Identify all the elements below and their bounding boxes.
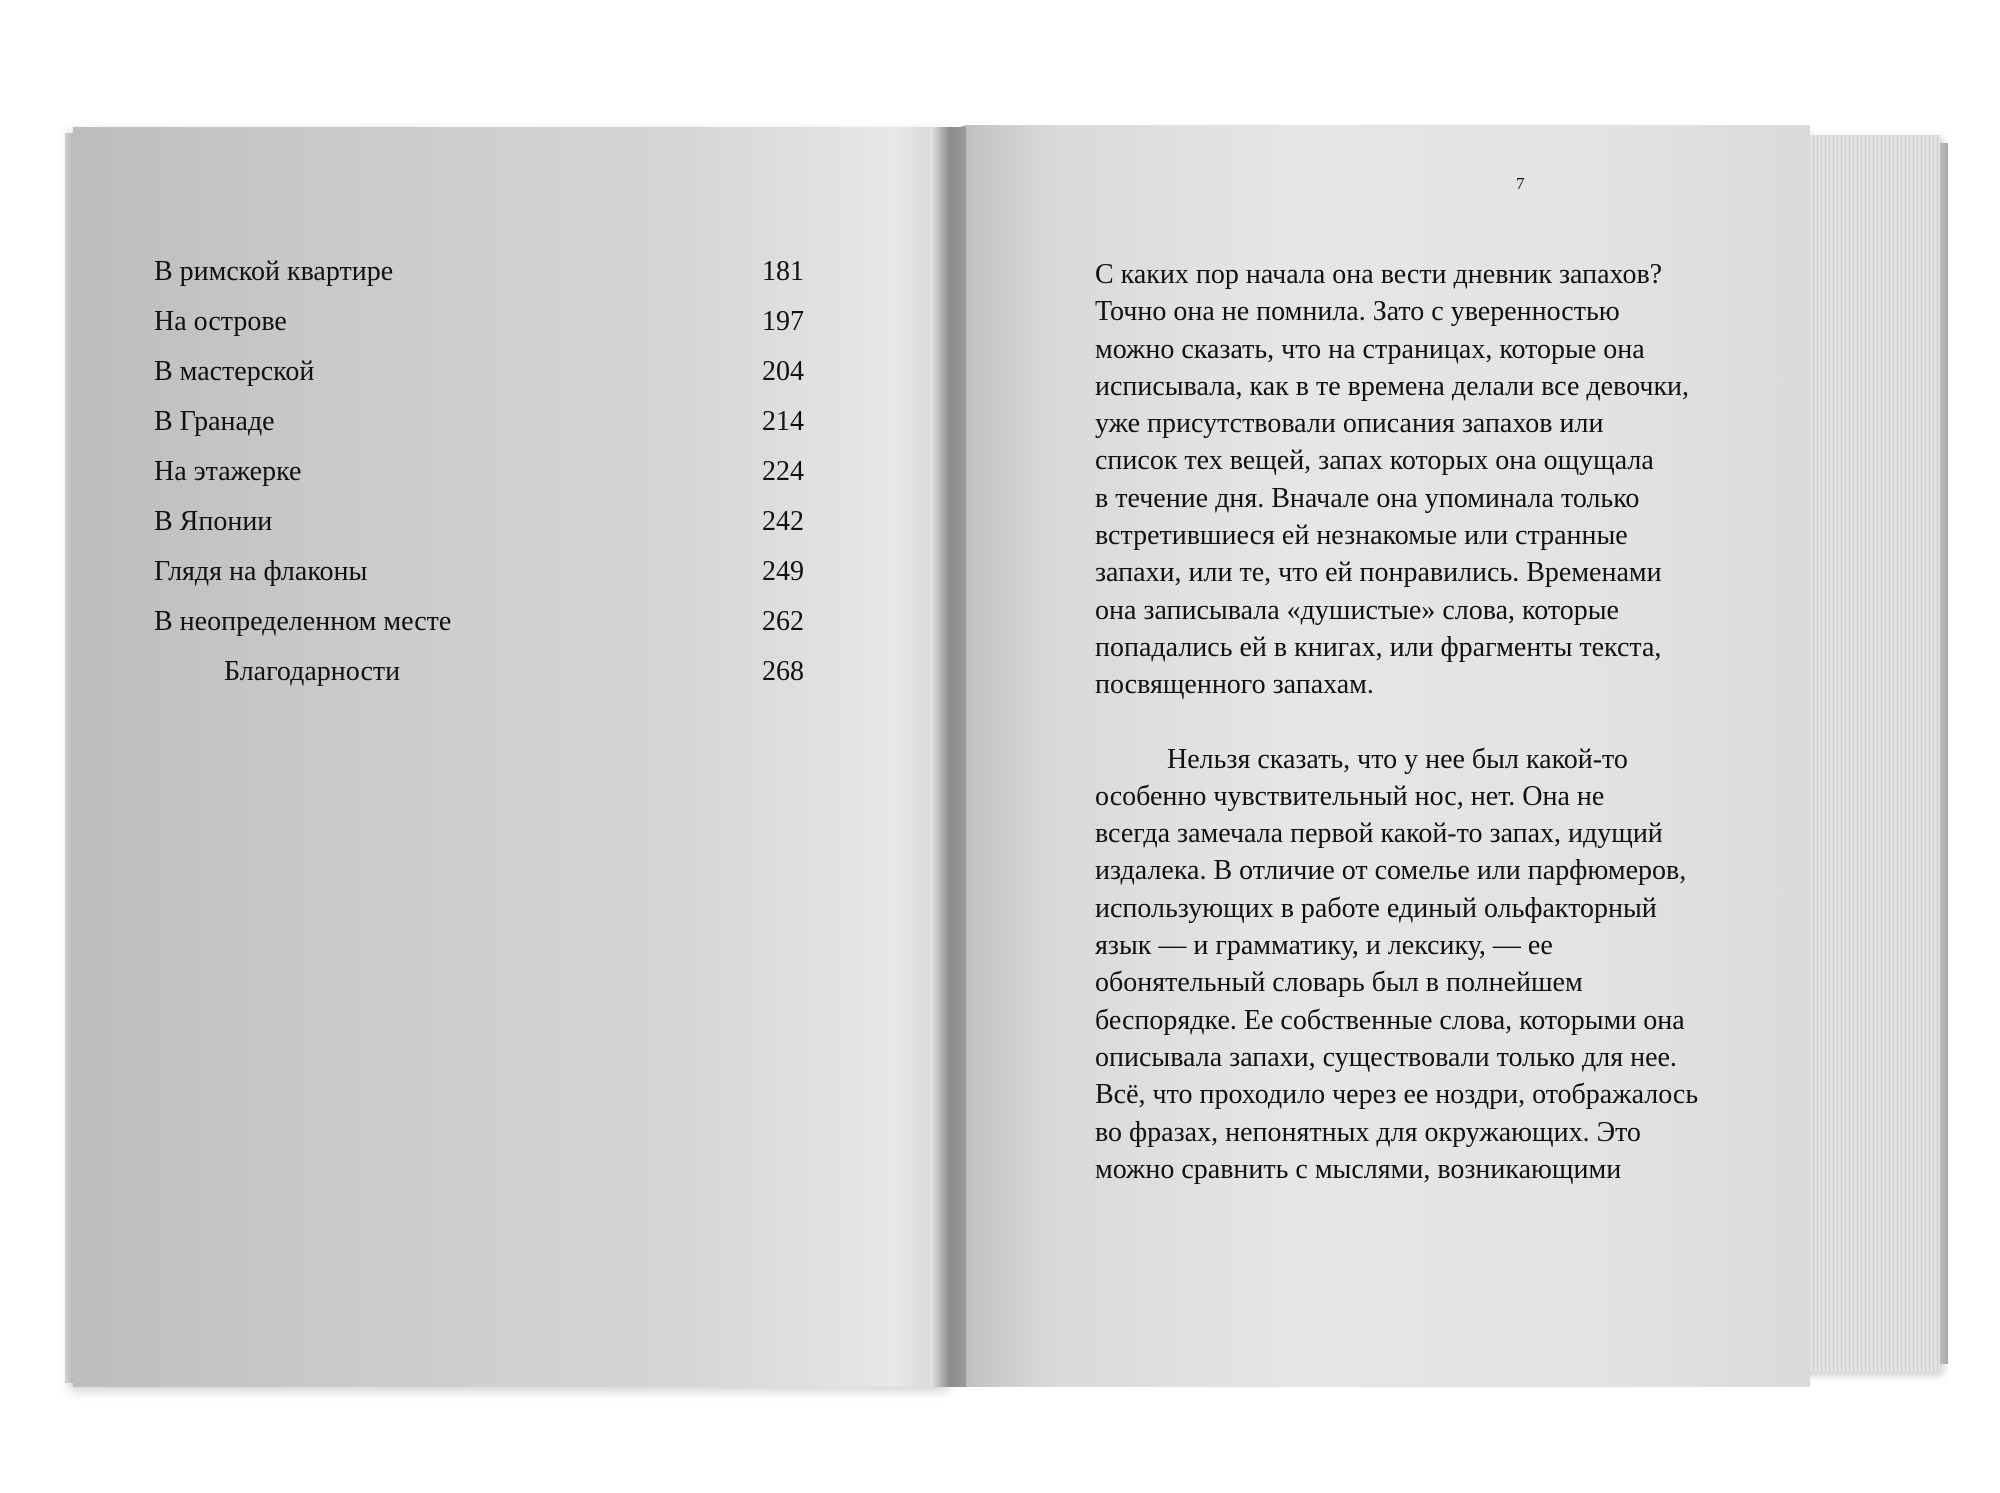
text-line: запахи, или те, что ей понравились. Временами [1095, 557, 1662, 589]
table-of-contents [154, 252, 804, 702]
toc-entry-page: 214 [762, 406, 804, 437]
paragraph [1095, 741, 1775, 1189]
toc-entry-page: 268 [762, 656, 804, 687]
text-line: в течение дня. Вначале она упоминала только [1095, 482, 1640, 514]
text-line: издалека. В отличие от сомелье или парфюмеров, [1095, 855, 1687, 887]
text-line: обонятельный словарь был в полнейшем [1095, 967, 1583, 999]
toc-entry-page: 242 [762, 506, 804, 537]
toc-entry [154, 302, 804, 352]
text-line: посвященного запахам. [1095, 669, 1374, 701]
text-line: особенно чувствительный нос, нет. Она не [1095, 780, 1605, 812]
text-line: Всё, что проходило через ее ноздри, отображалось [1095, 1079, 1699, 1111]
text-line: уже присутствовали описания запахов или [1095, 408, 1604, 440]
toc-entry-title: Глядя на флаконы [154, 556, 368, 587]
toc-entry-title: На этажерке [154, 456, 302, 487]
toc-entry-page: 181 [762, 256, 804, 287]
page-stack-edge [1790, 135, 1940, 1372]
text-line: язык — и грамматику, и лексику, — ее [1095, 930, 1553, 962]
text-line: С каких пор начала она вести дневник запахов? [1095, 259, 1663, 290]
toc-entry-page: 204 [762, 356, 804, 387]
text-line: использующих в работе единый ольфакторный [1095, 892, 1657, 924]
text-line: попадались ей в книгах, или фрагменты текста, [1095, 631, 1662, 663]
toc-entry [154, 502, 804, 552]
toc-entry-title: В Японии [154, 506, 273, 537]
toc-entry-page: 224 [762, 456, 804, 487]
toc-entry [154, 552, 804, 602]
toc-entry-title: Благодарности [224, 656, 401, 687]
paragraph [1095, 256, 1775, 704]
toc-entry-page: 249 [762, 556, 804, 587]
text-line: во фразах, непонятных для окружающих. Это [1095, 1116, 1641, 1148]
toc-entry [154, 652, 804, 702]
body-text [1095, 256, 1775, 1188]
text-line: список тех вещей, запах которых она ощущала [1095, 445, 1654, 477]
book-gutter [930, 127, 966, 1387]
text-line: Нельзя сказать, что у нее был какой-то [1167, 743, 1628, 775]
toc-entry-title: В Гранаде [154, 406, 275, 437]
toc-entry-title: В римской квартире [154, 256, 394, 287]
toc-entry [154, 252, 804, 302]
text-line: беспорядке. Ее собственные слова, которыми она [1095, 1004, 1685, 1036]
toc-entry-title: На острове [154, 306, 287, 337]
text-line: исписывала, как в те времена делали все девочки, [1095, 370, 1690, 402]
text-line: описывала запахи, существовали только для нее. [1095, 1041, 1677, 1073]
toc-entry [154, 352, 804, 402]
toc-entry [154, 602, 804, 652]
text-line: она записывала «душистые» слова, которые [1095, 594, 1619, 626]
toc-entry [154, 452, 804, 502]
toc-entry-page: 262 [762, 606, 804, 637]
toc-entry-title: В неопределенном месте [154, 606, 452, 637]
toc-entry-title: В мастерской [154, 356, 315, 387]
text-line: можно сравнить с мыслями, возникающими [1095, 1153, 1622, 1185]
toc-entry [154, 402, 804, 452]
text-line: можно сказать, что на страницах, которые она [1095, 333, 1645, 365]
toc-entry-page: 197 [762, 306, 804, 337]
text-line: встретившиеся ей незнакомые или странные [1095, 520, 1628, 552]
text-line: Точно она не помнила. Зато с уверенностью [1095, 296, 1620, 328]
text-line: всегда замечала первой какой-то запах, идущий [1095, 818, 1663, 850]
page-number: 7 [1516, 174, 1525, 193]
